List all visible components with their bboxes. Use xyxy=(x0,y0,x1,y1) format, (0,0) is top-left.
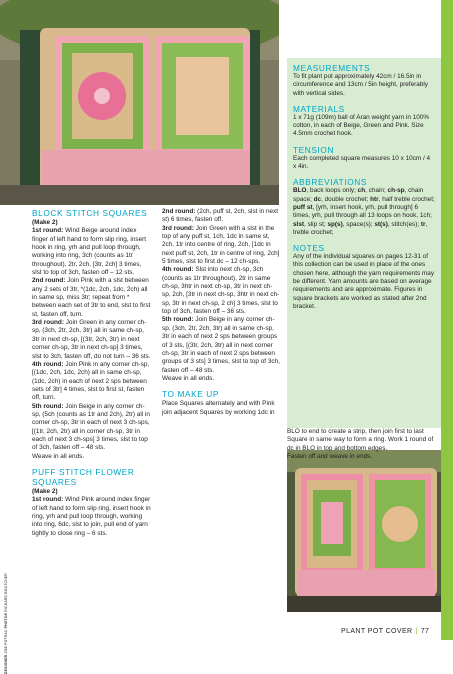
block-stitch-heading: BLOCK STITCH SQUARES xyxy=(32,208,148,218)
notes-text: Any of the individual squares on pages 12-31 of this collection can be used in place of the ones chosen here, although the yarn requirements may be different. Yarn amounts are based on average requirements and are approximate. Figures in square brackets are worked as stated after 2nd bracket. xyxy=(293,253,435,310)
instruction-round: 2nd round: Join Pink with a slst between any 2 sets of 3tr, *(1dc, 2ch, 1dc, 2ch) all in same sp, miss 3tr; repeat from * between each set of 3tr to end, slst to first st, fasten off, turn. xyxy=(32,277,151,318)
make-up-heading: TO MAKE UP xyxy=(162,389,220,400)
abbreviations-text: BLO, back loops only; ch, chain; ch-sp, chain space; dc, double crochet; htr, half treble crochet; puff st, [yrh, insert hook, yrh, pull through] 6 times, yrh, pull through all 13 loops on hook, 1ch; slst, slip st; sp(s), space(s); st(s), stitch(es); tr, treble crochet; xyxy=(293,187,435,236)
measurements-heading: MEASUREMENTS xyxy=(293,63,371,73)
puff-stitch-heading: PUFF STITCH FLOWER SQUARES xyxy=(32,466,135,487)
column-3 xyxy=(287,428,439,461)
make-count: (Make 2) xyxy=(32,219,58,226)
page-footer xyxy=(341,628,429,635)
footer-section: PLANT POT COVER xyxy=(341,628,413,635)
make-count: (Make 2) xyxy=(32,487,58,495)
instruction-round: 3rd round: Join Green in any corner ch-sp, (3ch, 2tr, 2ch, 3tr) all in same ch-sp, 3tr in next ch-sp, [(3tr, 2ch, 3tr) in next corner ch-sp, 3tr in next ch-sp] 3 times, slst to 3ch, fasten off, do not turn – 36 sts. xyxy=(32,319,151,360)
measurements-text: To fit plant pot approximately 42cm / 16.5in in circumference and 13cm / 5in height, preferably with vertical sides. xyxy=(293,73,428,97)
info-box xyxy=(287,58,441,428)
weave-note: Weave in all ends. xyxy=(32,452,85,460)
notes-heading: NOTES xyxy=(293,243,325,254)
weave-note: Weave in all ends. xyxy=(162,374,215,382)
tension-heading: TENSION xyxy=(293,144,335,155)
top-photo xyxy=(0,0,279,205)
credit-line: DESIGNER ZOE POTRAC PHOTOS RICHARD BOUTCHER xyxy=(4,573,8,674)
bottom-photo xyxy=(287,450,441,612)
page-number: 77 xyxy=(420,628,430,635)
abbreviations-heading: ABBREVIATIONS xyxy=(293,177,368,188)
instruction-round: 2nd round: (2ch, puff st, 2ch, slst in next st) 6 times, fasten off. xyxy=(162,208,279,224)
instruction-round: 3rd round: Join Green with a slst in the top of any puff st, 1ch, 1dc in same st, 2ch, 1tr into centre of ring, 2ch, [1dc in next puff st, 2ch, 1tr in centre of ring, 2ch] 5 times, slst to first dc – 12 ch-sps. xyxy=(162,224,280,266)
materials-heading: MATERIALS xyxy=(293,103,345,114)
tension-text: Each completed square measures 10 x 10cm / 4 x 4in. xyxy=(293,154,431,171)
instruction-round: 4th round: Slst into next ch-sp, 3ch (counts as 1tr throughout), 2tr in same ch-sp, 3htr in next ch-sp, 3tr in next ch-sp, 2ch, [3tr in next ch-sp, 3htr in next ch-sp, 3tr in next ch-sp, 2 ch] 3 times, slst to top of 3ch, fasten off – 36 sts. xyxy=(162,266,280,316)
make-up-text: Place Squares alternately and with Pink join adjacent Squares by working 1dc in xyxy=(162,400,275,416)
instruction-round: 4th round: Join Pink in any corner ch-sp, [(1dc, 2ch, 1dc, 2ch) all in same ch-sp, (1dc, 2ch) in each of next 2 sps between sets of 3tr] 4 times, slst to first st, fasten off, turn. xyxy=(32,360,150,402)
column-2 xyxy=(162,208,280,417)
column-1 xyxy=(32,208,152,538)
instruction-round: 1st round: Wind Beige around index finger of left hand to form slip ring, insert hook in ring, yrh and pull loop through, working into ring, 3ch (counts as 1tr throughout), 2tr, 2ch, [3tr, 2ch] 3 times, slst to top of 3ch, fasten off – 12 sts. xyxy=(32,227,147,277)
instruction-round: 5th round: Join Beige in any corner ch-sp, (5ch (counts as 1tr and 2ch), 2tr) all in corner ch-sp, 3tr in each of next 3 ch-sps, [(1tr, 2ch, 2tr) all in corner ch-sp, 3tr in each of next 3 ch-sps] 3 times, slst to top of 3ch, fasten off – 48 sts. xyxy=(32,402,150,452)
materials-text: 1 x 71g (109m) ball of Aran weight yarn in 100% cotton, in each of Beige, Green and Pink. Size 4.5mm crochet hook. xyxy=(293,113,430,138)
make-up-continued: BLO to end to create a strip, then join first to last Square in same way to form a ring. Work 1 round of dc in BLO in top and bottom edges. xyxy=(287,428,434,452)
footer-divider: | xyxy=(415,628,418,635)
page-edge-stripe xyxy=(441,0,453,640)
instruction-round: 5th round: Join Beige in any corner ch-sp, (3ch, 2tr, 2ch, 3tr) all in same ch-sp, 3tr in each of next 2 sps between groups of 3 sts, [(3tr, 2ch, 3tr) all in next corner ch-sp, 3tr in each of next 2 sps between groups of 3 sts] 3 times, slst to top of 3ch, fasten off – 48 sts. xyxy=(162,316,280,374)
fasten-off-note: Fasten off and weave in ends. xyxy=(287,453,373,461)
instruction-round: 1st round: Wind Pink around index finger of left hand to form slip ring, insert hook in ring, yrh and pull loop through, working into ring, 6dc, slst to join, pull end of yarn tightly to close ring – 6 sts. xyxy=(32,496,151,537)
